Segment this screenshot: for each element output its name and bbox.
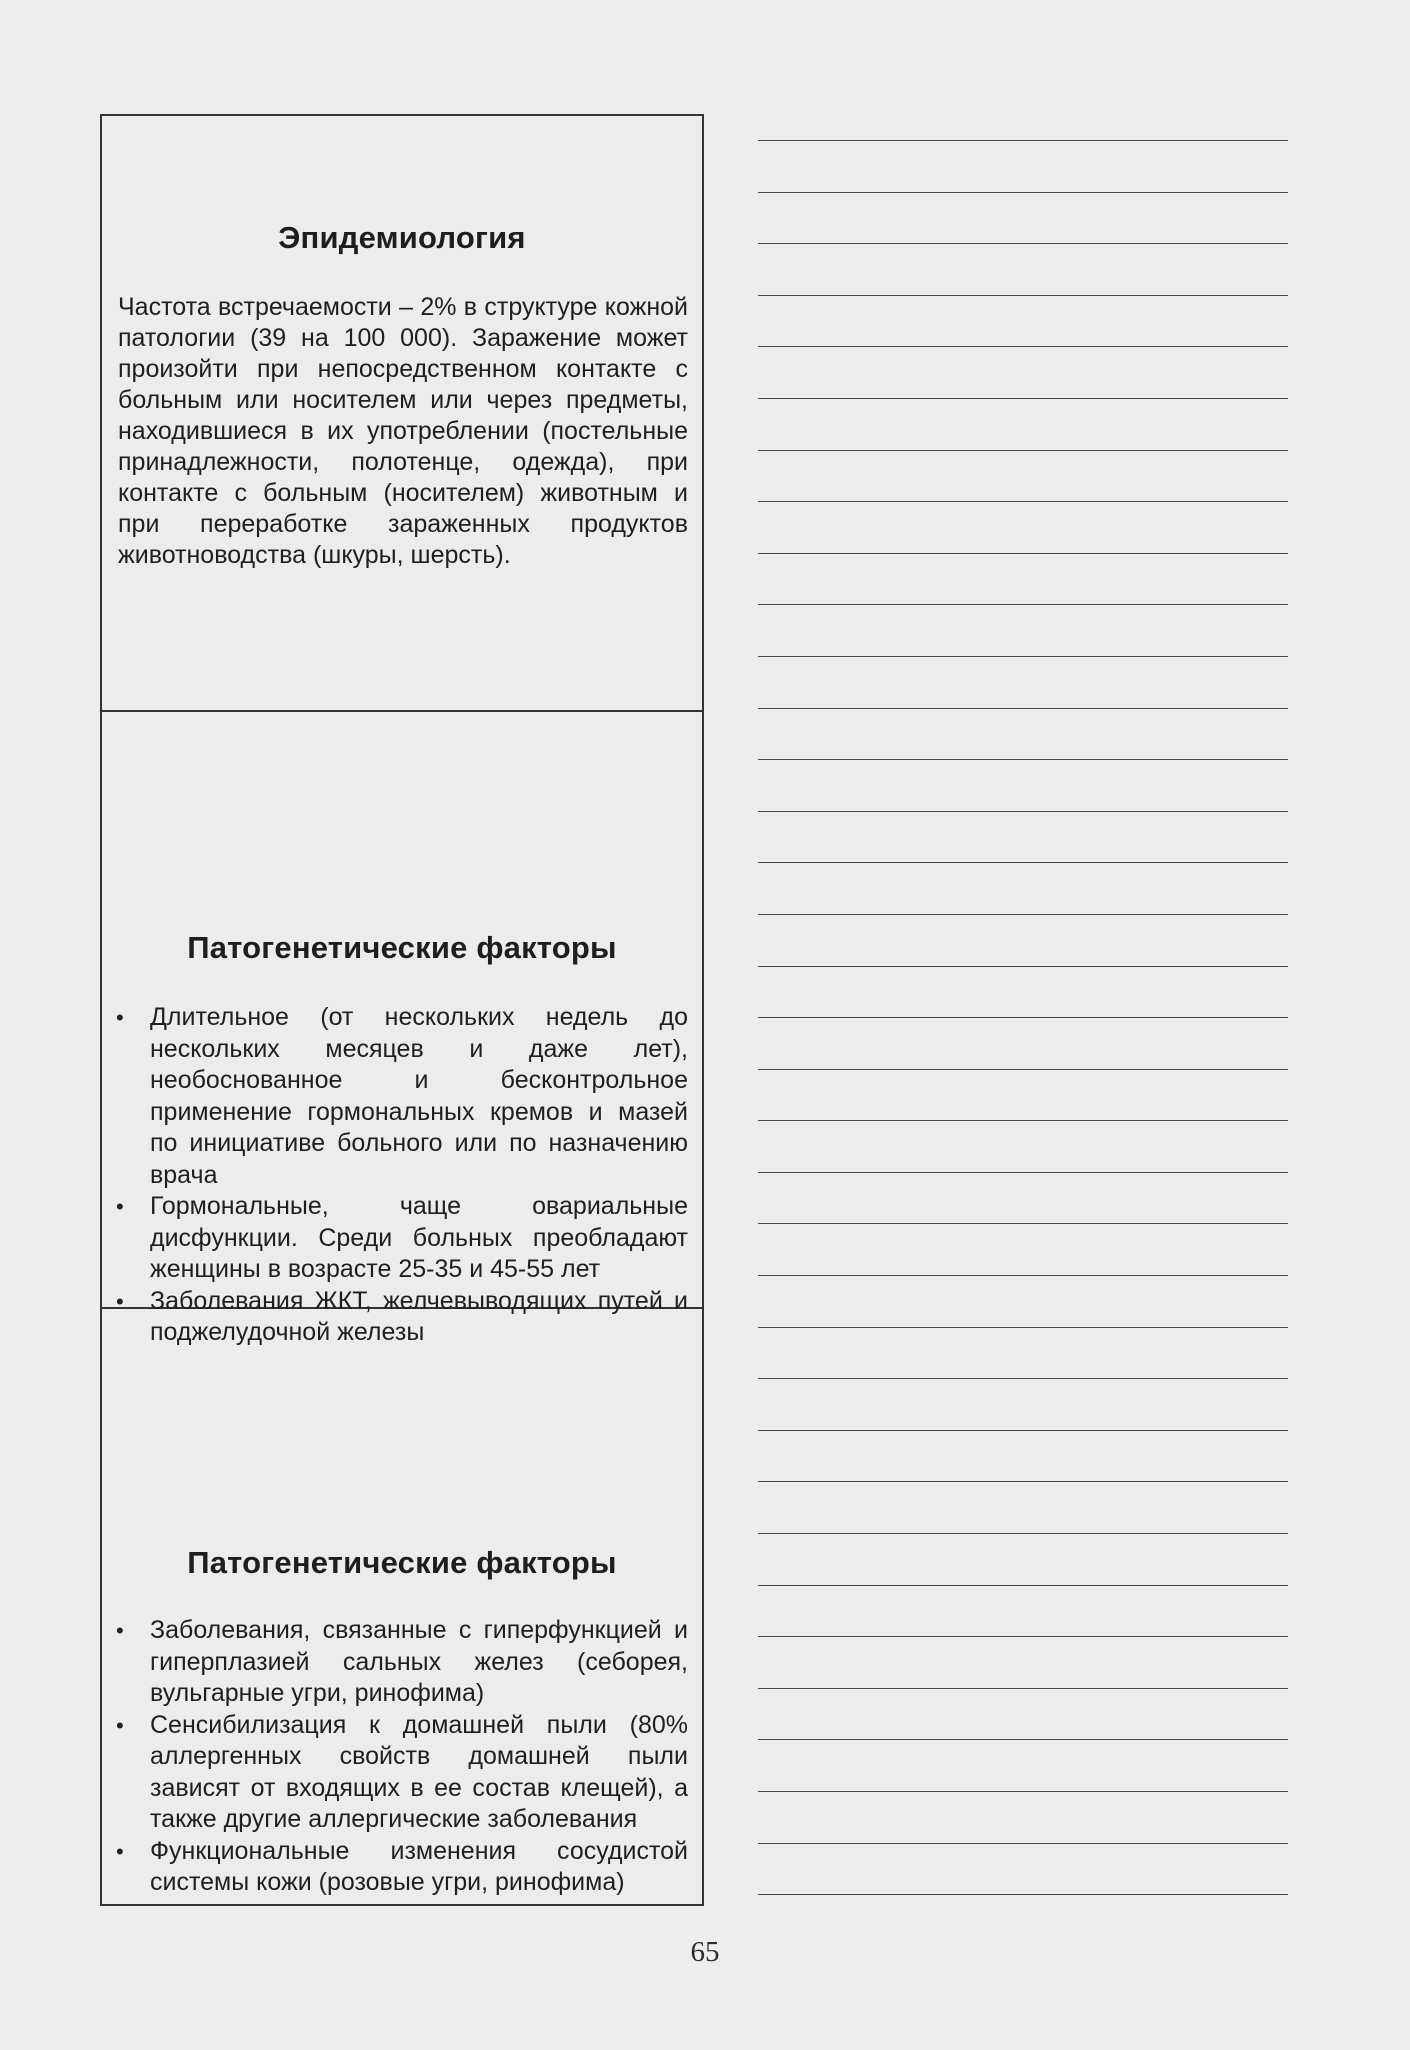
note-line (758, 604, 1288, 605)
bullet-icon: • (116, 1288, 124, 1314)
note-line (758, 1843, 1288, 1844)
note-line (758, 192, 1288, 193)
note-line (758, 1223, 1288, 1224)
slide-title: Патогенетические факторы (187, 1545, 617, 1580)
slide-pathogenetic-factors-1 (102, 712, 702, 1346)
list-item (112, 1191, 688, 1286)
note-line (758, 1430, 1288, 1431)
notes-lines (758, 140, 1288, 1946)
note-line (758, 1533, 1288, 1534)
note-line (758, 1791, 1288, 1792)
bullet-icon: • (116, 1618, 124, 1643)
list-item-text: Сенсибилизация к домашней пыли (80% аллергенных свойств домашней пыли зависят от входящих в ее состав клещей), а также другие аллергические заболевания (150, 1710, 688, 1833)
note-line (758, 295, 1288, 296)
bullet-icon: • (116, 1005, 124, 1030)
bullet-icon: • (116, 1194, 124, 1219)
note-line (758, 1636, 1288, 1637)
note-line (758, 1481, 1288, 1482)
note-line (758, 708, 1288, 709)
note-line (758, 1688, 1288, 1689)
note-line (758, 1739, 1288, 1740)
list-item-text: Заболевания ЖКТ, желчевыводящих путей и поджелудочной железы (150, 1286, 688, 1346)
list-item (112, 1002, 688, 1191)
note-line (758, 811, 1288, 812)
slide-title: Патогенетические факторы (187, 930, 617, 965)
list-item (112, 1615, 688, 1710)
list-item-text: Заболевания, связанные с гиперфункцией и гиперплазией сальных желез (себорея, вульгарные угри, ринофима) (150, 1616, 688, 1707)
note-line (758, 1378, 1288, 1379)
note-line (758, 1120, 1288, 1121)
note-line (758, 501, 1288, 502)
note-line (758, 140, 1288, 141)
list-item-text: Гормональные, чаще овариальные дисфункции. Среди больных преобладают женщины в возрасте 25-35 и 45-55 лет (150, 1192, 688, 1283)
note-line (758, 656, 1288, 657)
list-item-text: Функциональные изменения сосудистой системы кожи (розовые угри, ринофима) (150, 1836, 688, 1896)
list-item (112, 1710, 688, 1836)
note-line (758, 398, 1288, 399)
note-line (758, 1327, 1288, 1328)
note-line (758, 914, 1288, 915)
bullet-icon: • (116, 1712, 124, 1738)
slide-paragraph: Частота встречаемости – 2% в структуре кожной патологии (39 на 100 000). Заражение может произойти при непосредственном контакте с больным или носителем или через предметы, находившиеся в их употреблении (постельные принадлежности, полотенце, одежда), при контакте с больным (носителем) животным и при переработке зараженных продуктов животноводства (шкуры, шерсть). (118, 293, 688, 569)
page-number: 65 (690, 1936, 720, 1968)
bullet-list (112, 1002, 688, 1349)
note-line (758, 243, 1288, 244)
slide-epidemiology (102, 116, 702, 712)
note-line (758, 346, 1288, 347)
note-line (758, 450, 1288, 451)
slide-title: Эпидемиология (278, 220, 526, 255)
list-item (112, 1836, 688, 1899)
bullet-list (112, 1615, 688, 1899)
note-line (758, 862, 1288, 863)
slide-pathogenetic-factors-2 (102, 1309, 702, 1904)
note-line (758, 1275, 1288, 1276)
list-item-text: Длительное (от нескольких недель до нескольких месяцев и даже лет), необоснованное и бесконтрольное применение гормональных кремов и мазей по инициативе больного или по назначению врача (150, 1003, 688, 1189)
note-line (758, 966, 1288, 967)
note-line (758, 759, 1288, 760)
note-line (758, 1172, 1288, 1173)
note-line (758, 1069, 1288, 1070)
bullet-icon: • (116, 1838, 124, 1864)
slides-column (100, 114, 704, 1906)
note-line (758, 553, 1288, 554)
note-line (758, 1017, 1288, 1018)
note-line (758, 1585, 1288, 1586)
note-line (758, 1894, 1288, 1895)
